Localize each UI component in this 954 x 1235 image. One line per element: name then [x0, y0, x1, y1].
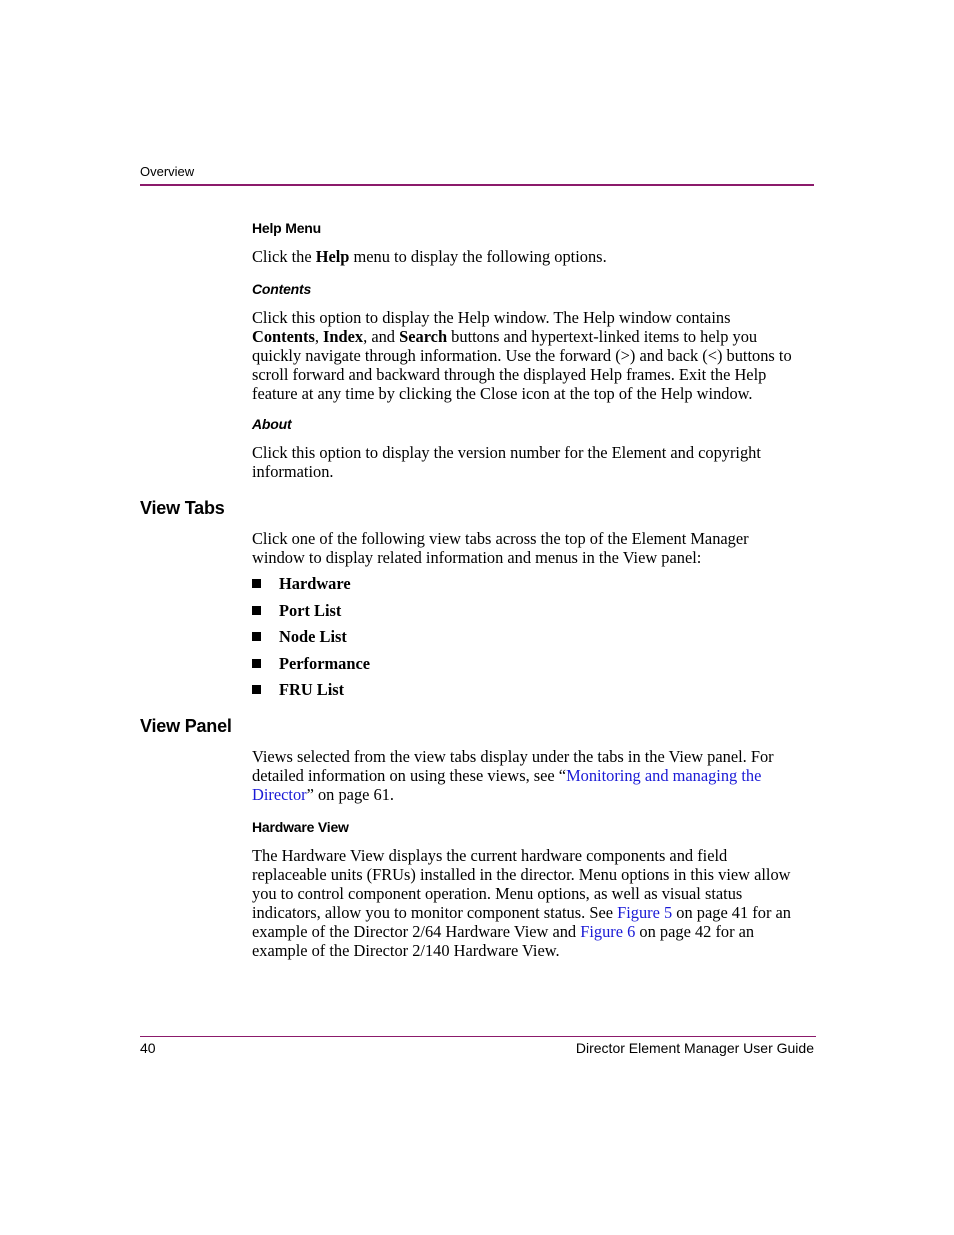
text: , and	[363, 327, 400, 346]
list-item	[252, 680, 344, 699]
text: indicators, allow you to monitor component status. See	[252, 903, 618, 922]
line: Click this option to display the Help window. The Help window contains	[252, 308, 731, 327]
bold-text: Search	[399, 327, 448, 346]
list-item	[252, 574, 351, 593]
bullet-icon	[252, 579, 261, 588]
monitoring-link-cont[interactable]: Director	[252, 785, 307, 804]
line: Click this option to display the version number for the Element and copyright	[252, 443, 761, 462]
text: on page 41 for an	[672, 903, 791, 922]
list-item-label: Hardware	[279, 574, 351, 593]
text: Click the	[252, 247, 316, 266]
figure-6-link[interactable]: Figure 6	[580, 922, 636, 941]
line: window to display related information and menus in the View panel:	[252, 548, 702, 567]
line	[252, 903, 817, 922]
text: on page 42 for an	[635, 922, 755, 941]
page-number: 40	[140, 1040, 156, 1056]
text: ,	[314, 327, 324, 346]
line: you to control component operation. Menu options, as well as visual status	[252, 884, 743, 903]
line: Click one of the following view tabs across the top of the Element Manager	[252, 529, 749, 548]
line: scroll forward and backward through the displayed Help frames. Exit the Help	[252, 365, 767, 384]
bold-text: Help	[315, 247, 350, 266]
contents-heading: Contents	[252, 281, 312, 297]
header-rule	[140, 184, 814, 186]
bold-text: Index	[323, 327, 364, 346]
list-item-label: FRU List	[279, 680, 345, 699]
line	[252, 922, 817, 941]
view-tabs-paragraph	[252, 529, 817, 567]
footer-title: Director Element Manager User Guide	[575, 1040, 814, 1056]
line: example of the Director 2/140 Hardware View.	[252, 941, 560, 960]
list-item	[252, 601, 341, 620]
text: buttons and hypertext-linked items to help you	[447, 327, 758, 346]
line	[252, 327, 817, 346]
list-item-label: Node List	[279, 627, 347, 646]
line	[252, 766, 817, 785]
hardware-view-paragraph	[252, 846, 817, 960]
line: quickly navigate through information. Use the forward (>) and back (<) buttons to	[252, 346, 792, 365]
monitoring-link[interactable]: Monitoring and managing the	[566, 766, 762, 785]
help-menu-intro	[252, 247, 817, 266]
bold-text: Contents	[252, 327, 315, 346]
line: The Hardware View displays the current hardware components and field	[252, 846, 728, 865]
view-panel-paragraph	[252, 747, 817, 804]
text: ” on page 61.	[306, 785, 394, 804]
bullet-icon	[252, 685, 261, 694]
line	[252, 785, 817, 804]
bullet-icon	[252, 606, 261, 615]
running-head: Overview	[140, 164, 195, 179]
view-panel-heading: View Panel	[140, 716, 232, 736]
line: Views selected from the view tabs display under the tabs in the View panel. For	[252, 747, 774, 766]
list-item-label: Port List	[279, 601, 342, 620]
footer-rule	[140, 1036, 816, 1037]
figure-5-link[interactable]: Figure 5	[617, 903, 673, 922]
line: replaceable units (FRUs) installed in the director. Menu options in this view allow	[252, 865, 791, 884]
text: detailed information on using these views, see “	[252, 766, 567, 785]
about-paragraph	[252, 443, 817, 481]
bullet-icon	[252, 632, 261, 641]
text: menu to display the following options.	[349, 247, 607, 266]
contents-paragraph	[252, 308, 817, 403]
list-item-label: Performance	[279, 654, 371, 673]
list-item	[252, 627, 347, 646]
help-menu-heading: Help Menu	[252, 220, 321, 236]
view-tabs-heading: View Tabs	[140, 498, 225, 518]
hardware-view-heading: Hardware View	[252, 819, 349, 835]
line: information.	[252, 462, 334, 481]
text: example of the Director 2/64 Hardware View and	[252, 922, 581, 941]
list-item	[252, 654, 370, 673]
bullet-icon	[252, 659, 261, 668]
line: feature at any time by clicking the Close icon at the top of the Help window.	[252, 384, 753, 403]
about-heading: About	[252, 416, 292, 432]
